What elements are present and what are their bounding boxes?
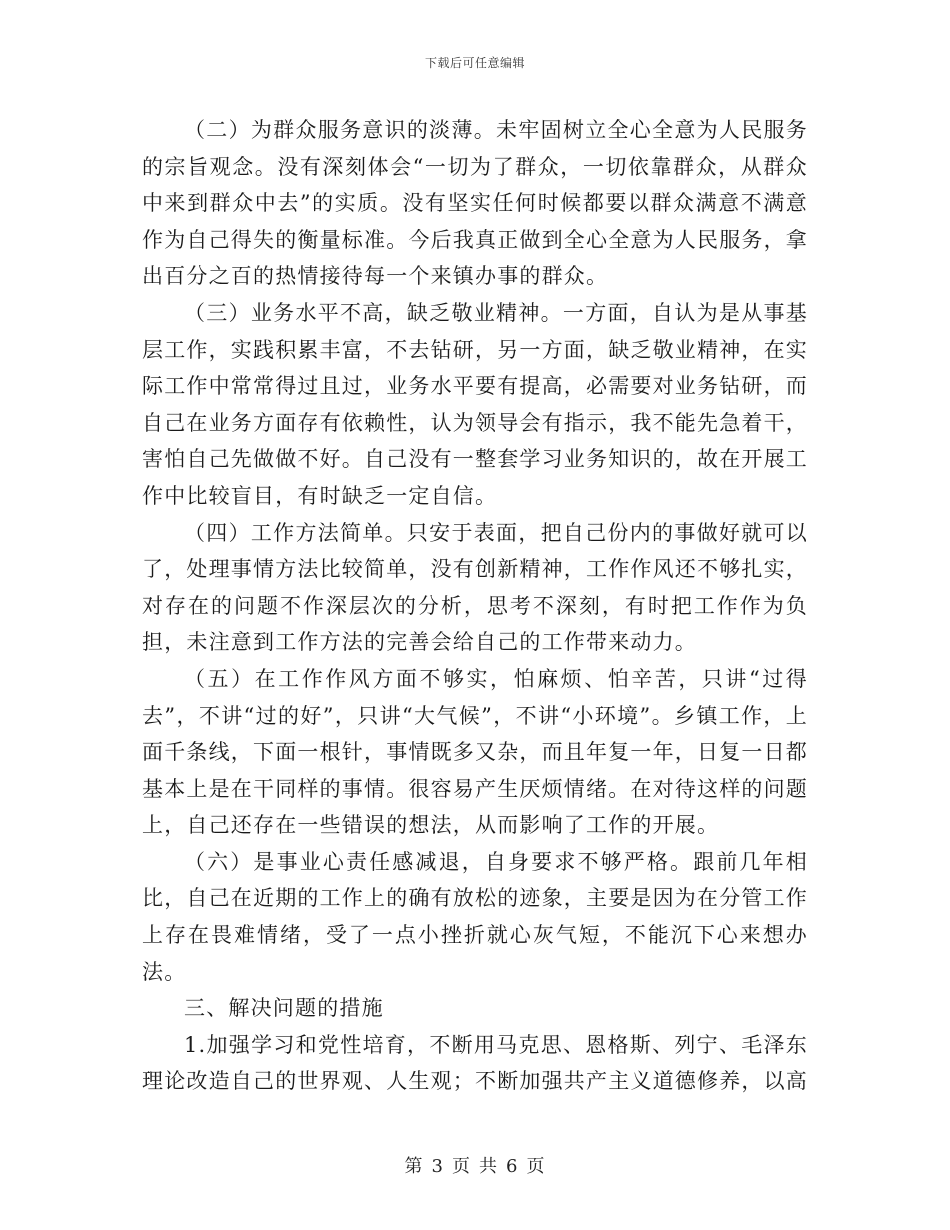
header-note: 下载后可任意编辑 [424, 56, 525, 70]
footer-ye: 页 [452, 1156, 471, 1177]
paragraph-3: （三）业务水平不高，缺乏敬业精神。一方面，自认为是从事基层工作，实践积累丰富，不去钻研，另一方面，缺乏敬业精神，在实际工作中常常得过且过，业务水平要有提高，必需要对业务钻研，而自己在业务方面存有依赖性，认为领导会有指示，我不能先急着干，害怕自己先做做不好。自己没有一整套学习业务知识的，故在开展工作中比较盲目，有时缺乏一定自信。 [142, 300, 808, 508]
paragraph-2: （二）为群众服务意识的淡薄。未牢固树立全心全意为人民服务的宗旨观念。没有深刻体会“一切为了群众，一切依靠群众，从群众中来到群众中去”的实质。没有坚实任何时候都要以群众满意不满意作为自己得失的衡量标准。今后我真正做到全心全意为人民服务，拿出百分之百的热情接待每一个来镇办事的群众。 [142, 118, 808, 289]
footer-di: 第 [404, 1156, 424, 1177]
measure-paragraph-1: 1.加强学习和党性培育，不断用马克思、恩格斯、列宁、毛泽东理论改造自己的世界观、人生观；不断加强共产主义道德修养，以高 [142, 1032, 808, 1094]
footer-page-number: 3 [431, 1156, 444, 1177]
footer-total-pages: 6 [506, 1156, 519, 1177]
paragraph-5: （五）在工作作风方面不够实，怕麻烦、怕辛苦，只讲“过得去”，不讲“过的好”，只讲“大气候”，不讲“小环境”。乡镇工作，上面千条线，下面一根针，事情既多又杂，而且年复一年，日复一日都基本上是在干同样的事情。很容易产生厌烦情绪。在对待这样的问题上，自己还存在一些错误的想法，从而影响了工作的开展。 [142, 666, 808, 838]
section-heading: 三、解决问题的措施 [184, 996, 384, 1021]
footer-ye-2: 页 [526, 1156, 546, 1177]
page-footer [0, 1152, 950, 1178]
footer-gong: 共 [479, 1156, 498, 1177]
document-body [142, 112, 808, 1100]
paragraph-4: （四）工作方法简单。只安于表面，把自己份内的事做好就可以了，处理事情方法比较简单，没有创新精神，工作作风还不够扎实，对存在的问题不作深层次的分析，思考不深刻，有时把工作作为负担，未注意到工作方法的完善会给自己的工作带来动力。 [142, 520, 808, 655]
paragraph-6: （六）是事业心责任感减退，自身要求不够严格。跟前几年相比，自己在近期的工作上的确有放松的迹象，主要是因为在分管工作上存在畏难情绪，受了一点小挫折就心灰气短，不能沉下心来想办法。 [142, 849, 808, 984]
